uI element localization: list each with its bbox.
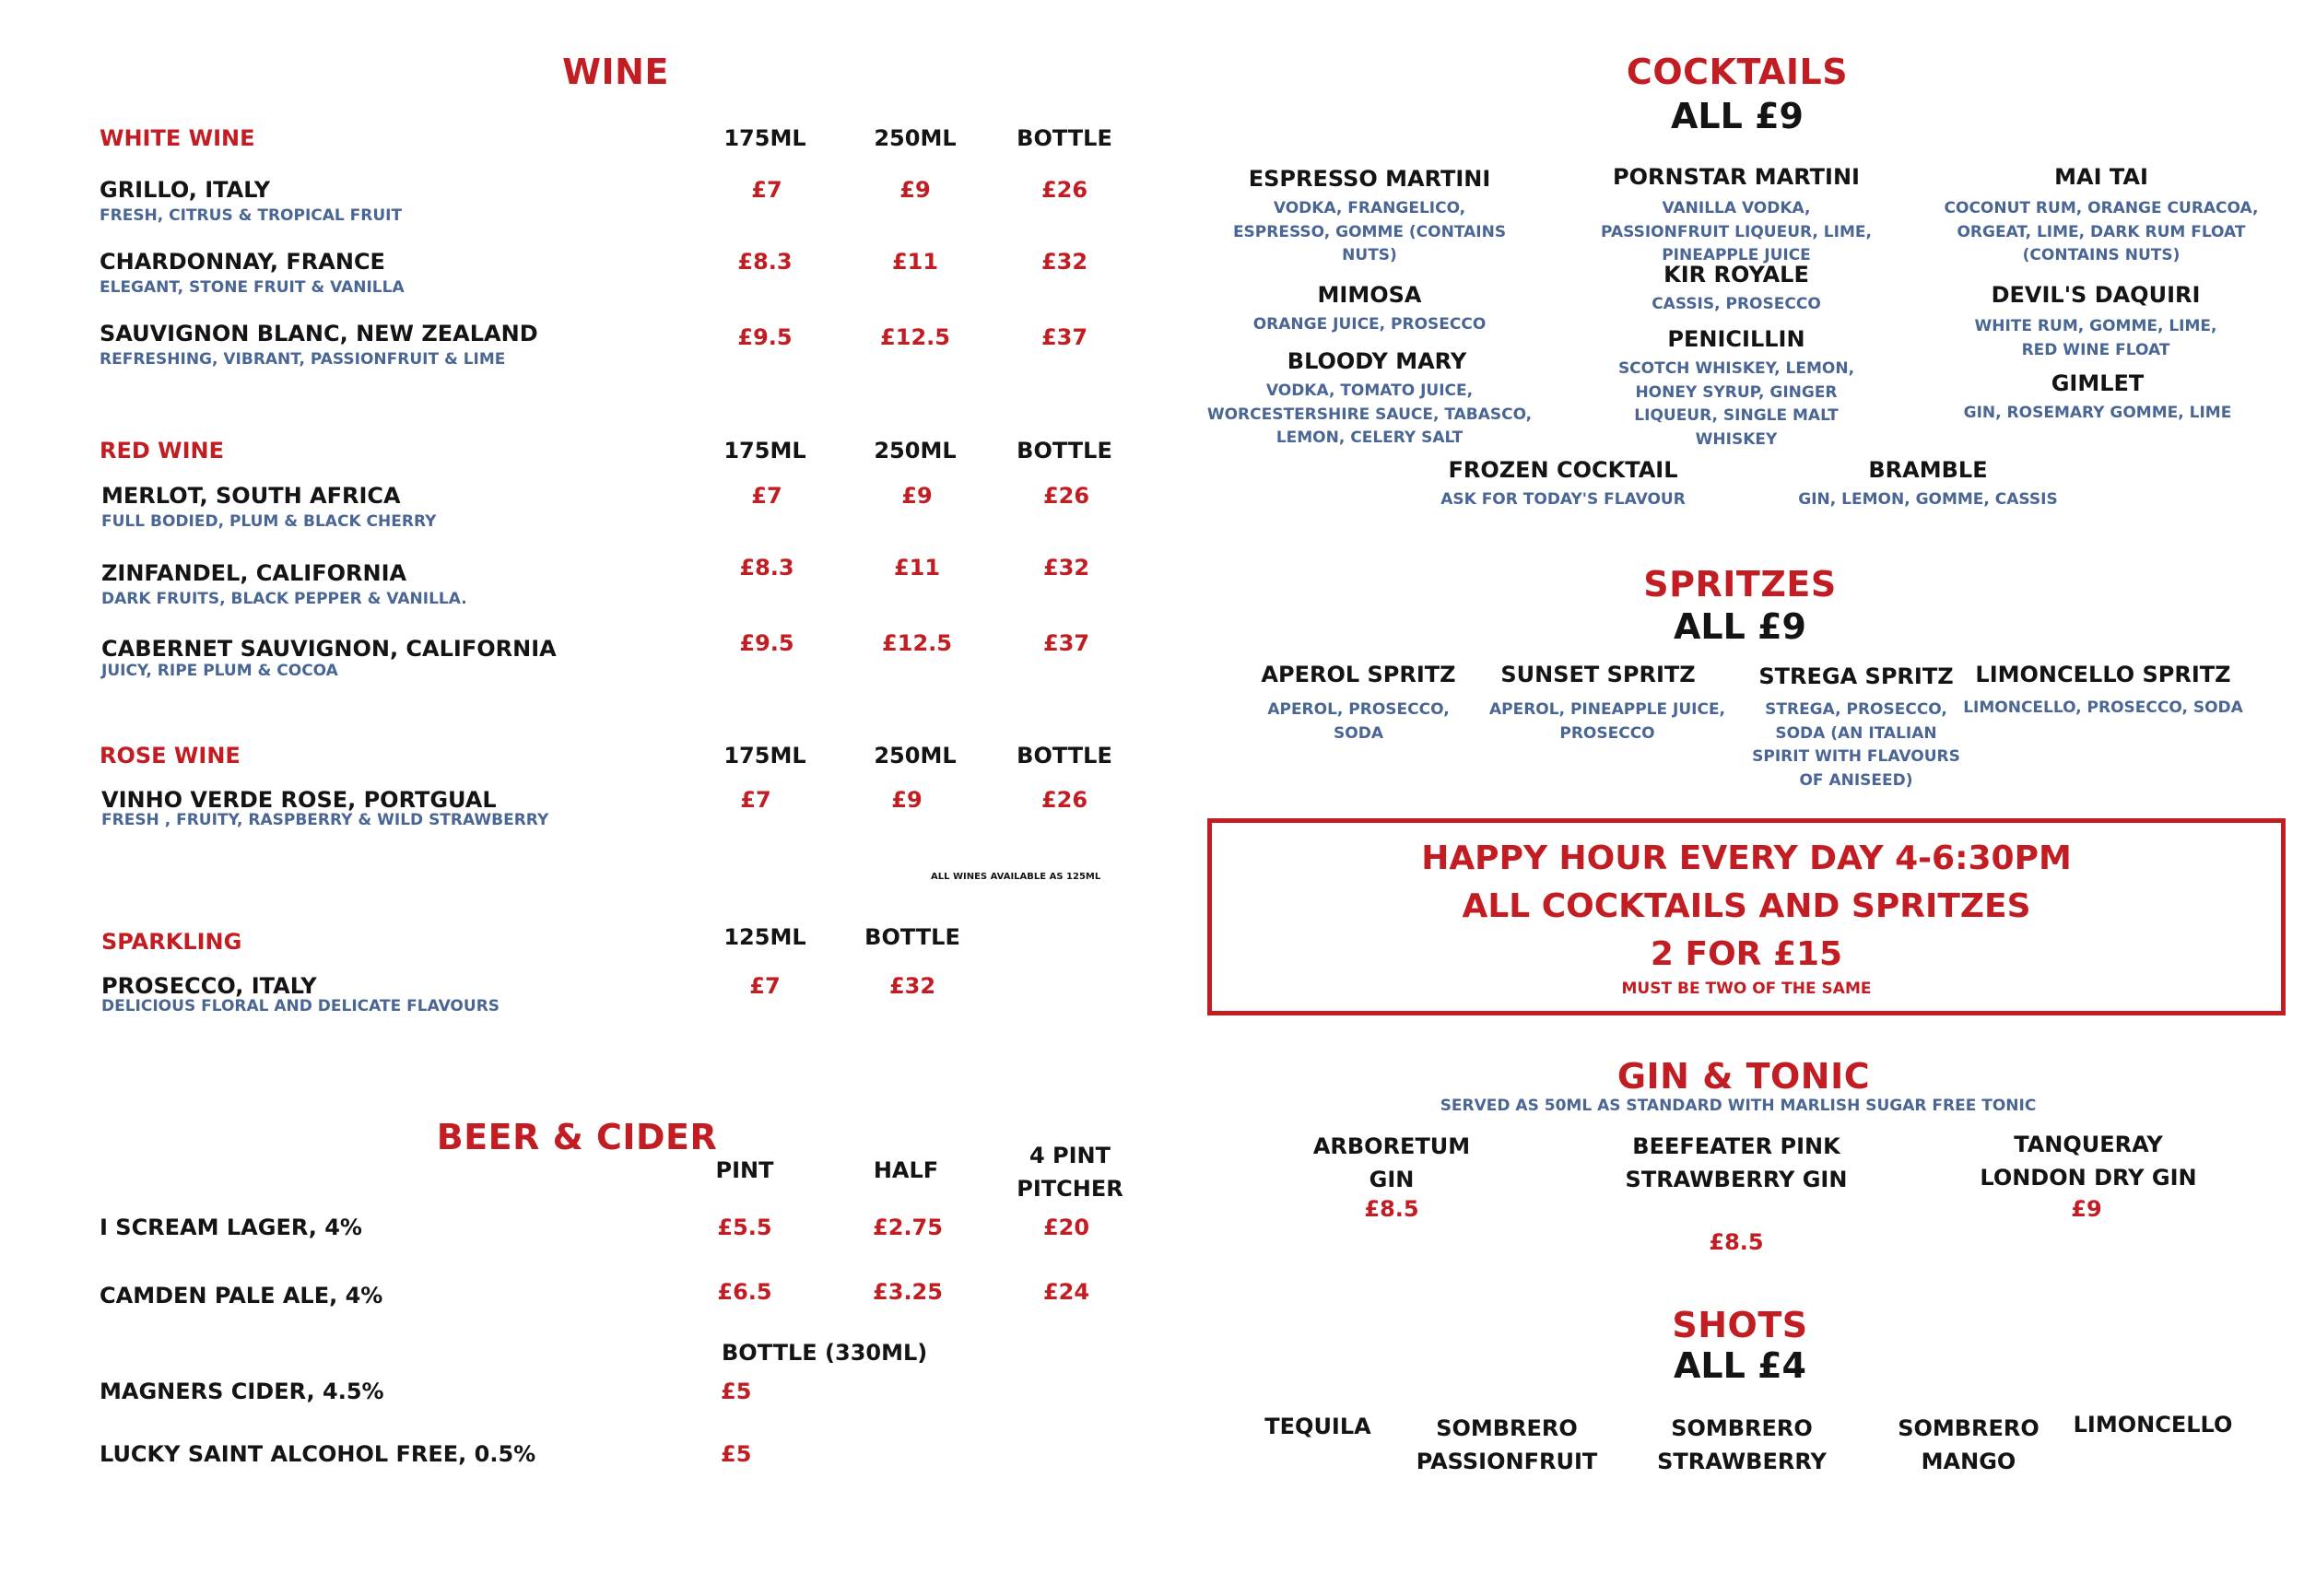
cocktail-desc: COCONUT RUM, ORANGE CURACOA, ORGEAT, LIME, DARK RUM FLOAT (CONTAINS NUTS)	[1944, 199, 2259, 264]
white-col-175: 175ML	[723, 125, 806, 151]
cocktail-name: KIR ROYALE	[1663, 262, 1809, 288]
cocktail-desc: VODKA, TOMATO JUICE, WORCESTERSHIRE SAUCE, TABASCO, LEMON, CELERY SALT	[1206, 381, 1533, 447]
gin-price: £9	[2071, 1196, 2102, 1222]
red-col-250: 250ML	[874, 438, 957, 464]
cocktail-desc: CASSIS, PROSECCO	[1652, 295, 1821, 313]
rose-col-bottle: BOTTLE	[1017, 743, 1112, 769]
wine-title: WINE	[562, 52, 669, 92]
wine-price: £37	[1040, 324, 1088, 350]
wine-price: £12.5	[880, 324, 950, 350]
wine-price: £9.5	[739, 630, 794, 656]
cocktails-subtitle: ALL £9	[1671, 96, 1804, 136]
gin-subtitle: SERVED AS 50ML AS STANDARD WITH MARLISH SUGAR FREE TONIC	[1440, 1097, 2037, 1115]
wine-price: £7	[751, 177, 782, 203]
beer-col-pint: PINT	[715, 1157, 774, 1183]
wine-price: £8.3	[737, 249, 793, 275]
beer-price: £2.75	[873, 1215, 943, 1240]
spritzes-title: SPRITZES	[1643, 564, 1837, 604]
gin-name: BEEFEATER PINK STRAWBERRY GIN	[1625, 1133, 1848, 1192]
cocktails-title: COCKTAILS	[1626, 52, 1849, 92]
happy-hour-line-3: 2 FOR £15	[1650, 935, 1843, 973]
spritz-name: APEROL SPRITZ	[1261, 662, 1456, 687]
white-col-bottle: BOTTLE	[1017, 125, 1112, 151]
wine-price: £37	[1042, 630, 1090, 656]
cocktail-desc: GIN, ROSEMARY GOMME, LIME	[1963, 404, 2232, 422]
wine-item-name: VINHO VERDE ROSE, PORTGUAL	[101, 787, 497, 813]
cocktail-desc: VANILLA VODKA, PASSIONFRUIT LIQUEUR, LIME, PINEAPPLE JUICE	[1601, 199, 1872, 264]
happy-hour-box	[1207, 818, 2286, 1015]
wine-item-desc: FULL BODIED, PLUM & BLACK CHERRY	[101, 512, 437, 531]
white-col-250: 250ML	[874, 125, 957, 151]
wine-item-name: SAUVIGNON BLANC, NEW ZEALAND	[100, 321, 538, 346]
gin-title: GIN & TONIC	[1616, 1056, 1871, 1097]
wine-item-name: CABERNET SAUVIGNON, CALIFORNIA	[101, 636, 557, 662]
gin-price: £8.5	[1364, 1196, 1419, 1222]
cocktail-desc: WHITE RUM, GOMME, LIME, RED WINE FLOAT	[1974, 317, 2217, 359]
cocktail-name: GIMLET	[2051, 370, 2145, 396]
wine-price: £12.5	[882, 630, 952, 656]
wine-item-desc: DARK FRUITS, BLACK PEPPER & VANILLA.	[101, 590, 467, 608]
shot-name: LIMONCELLO	[2073, 1412, 2233, 1438]
beer-price: £3.25	[873, 1279, 943, 1305]
wine-price: £26	[1042, 483, 1090, 509]
wine-price: £9	[899, 177, 931, 203]
wine-price: £9	[901, 483, 933, 509]
wine-item-desc: FRESH , FRUITY, RASPBERRY & WILD STRAWBERRY	[101, 811, 549, 829]
cocktail-desc: GIN, LEMON, GOMME, CASSIS	[1798, 490, 2058, 509]
sparkling-col-125: 125ML	[723, 924, 806, 950]
cocktail-desc: VODKA, FRANGELICO, ESPRESSO, GOMME (CONTAINS NUTS)	[1232, 199, 1507, 264]
beer-col-half: HALF	[873, 1157, 939, 1183]
wine-item-name: PROSECCO, ITALY	[101, 973, 317, 999]
wine-price: £32	[1040, 249, 1088, 275]
red-col-175: 175ML	[723, 438, 806, 464]
wine-price: £8.3	[739, 555, 794, 581]
cocktail-name: PENICILLIN	[1667, 326, 1805, 352]
spritz-desc: APEROL, PROSECCO, SODA	[1267, 700, 1450, 743]
red-col-bottle: BOTTLE	[1017, 438, 1112, 464]
shots-subtitle: ALL £4	[1674, 1345, 1806, 1386]
wine-item-desc: JUICY, RIPE PLUM & COCOA	[101, 662, 338, 680]
cocktail-name: BLOODY MARY	[1287, 348, 1467, 374]
cocktail-name: ESPRESSO MARTINI	[1248, 166, 1491, 192]
spritz-desc: LIMONCELLO, PROSECCO, SODA	[1963, 698, 2243, 717]
cocktail-name: FROZEN COCKTAIL	[1448, 457, 1678, 483]
cocktail-name: BRAMBLE	[1868, 457, 1988, 483]
cocktail-name: MIMOSA	[1317, 282, 1422, 308]
spritz-desc: STREGA, PROSECCO, SODA (AN ITALIAN SPIRIT WITH FLAVOURS OF ANISEED)	[1752, 700, 1960, 790]
beer-price: £5.5	[717, 1215, 772, 1240]
beer-price: £6.5	[717, 1279, 772, 1305]
wine-price: £11	[891, 249, 939, 275]
sparkling-heading: SPARKLING	[101, 929, 242, 955]
wine-price: £26	[1040, 787, 1088, 813]
gin-name: TANQUERAY LONDON DRY GIN	[1980, 1132, 2197, 1191]
wine-item-desc: REFRESHING, VIBRANT, PASSIONFRUIT & LIME	[100, 350, 506, 369]
beer-item-name: LUCKY SAINT ALCOHOL FREE, 0.5%	[100, 1441, 536, 1467]
wine-price: £9	[891, 787, 923, 813]
wine-price: £9.5	[737, 324, 793, 350]
cocktail-name: PORNSTAR MARTINI	[1613, 164, 1860, 190]
wine-price: £32	[888, 973, 936, 999]
happy-hour-note: MUST BE TWO OF THE SAME	[1621, 980, 1872, 998]
wine-item-name: ZINFANDEL, CALIFORNIA	[101, 560, 407, 586]
wine-item-desc: FRESH, CITRUS & TROPICAL FRUIT	[100, 206, 403, 225]
beer-col-pitcher: 4 PINT PITCHER	[1017, 1143, 1123, 1202]
wine-price: £32	[1042, 555, 1090, 581]
spritz-name: LIMONCELLO SPRITZ	[1975, 662, 2231, 687]
rose-wine-heading: ROSE WINE	[100, 743, 241, 769]
shot-name: SOMBRERO PASSIONFRUIT	[1416, 1415, 1598, 1474]
happy-hour-line-1: HAPPY HOUR EVERY DAY 4-6:30PM	[1421, 839, 2072, 877]
spritzes-subtitle: ALL £9	[1674, 606, 1806, 647]
beer-price: £5	[721, 1379, 752, 1404]
beer-item-name: MAGNERS CIDER, 4.5%	[100, 1379, 384, 1404]
rose-col-175: 175ML	[723, 743, 806, 769]
shot-name: SOMBRERO STRAWBERRY	[1657, 1415, 1827, 1474]
shots-title: SHOTS	[1672, 1305, 1808, 1345]
cocktail-name: DEVIL'S DAQUIRI	[1991, 282, 2201, 308]
wine-price: £7	[740, 787, 771, 813]
wine-price: £26	[1040, 177, 1088, 203]
shot-name: SOMBRERO MANGO	[1898, 1415, 2040, 1474]
cocktail-desc: SCOTCH WHISKEY, LEMON, HONEY SYRUP, GINGER LIQUEUR, SINGLE MALT WHISKEY	[1617, 359, 1855, 449]
shot-name: TEQUILA	[1264, 1414, 1371, 1439]
spritz-desc: APEROL, PINEAPPLE JUICE, PROSECCO	[1488, 700, 1726, 743]
beer-item-name: I SCREAM LAGER, 4%	[100, 1215, 362, 1240]
wine-item-desc: DELICIOUS FLORAL AND DELICATE FLAVOURS	[101, 997, 500, 1015]
cocktail-desc: ASK FOR TODAY'S FLAVOUR	[1440, 490, 1686, 509]
gin-name: ARBORETUM GIN	[1312, 1133, 1471, 1192]
gin-price: £8.5	[1709, 1229, 1764, 1255]
beer-bottle-heading: BOTTLE (330ML)	[722, 1340, 928, 1366]
wine-price: £11	[893, 555, 941, 581]
beer-item-name: CAMDEN PALE ALE, 4%	[100, 1283, 383, 1308]
wine-item-name: GRILLO, ITALY	[100, 177, 271, 203]
wine-item-name: MERLOT, SOUTH AFRICA	[101, 483, 401, 509]
sparkling-col-bottle: BOTTLE	[864, 924, 960, 950]
spritz-name: STREGA SPRITZ	[1758, 663, 1954, 689]
wine-note: ALL WINES AVAILABLE AS 125ML	[931, 872, 1101, 882]
red-wine-heading: RED WINE	[100, 438, 225, 464]
beer-price: £20	[1042, 1215, 1090, 1240]
beer-title: BEER & CIDER	[436, 1117, 718, 1157]
happy-hour-line-2: ALL COCKTAILS AND SPRITZES	[1462, 887, 2031, 925]
cocktail-name: MAI TAI	[2054, 164, 2148, 190]
white-wine-heading: WHITE WINE	[100, 125, 255, 151]
beer-price: £5	[721, 1441, 752, 1467]
wine-price: £7	[751, 483, 782, 509]
wine-price: £7	[749, 973, 781, 999]
cocktail-desc: ORANGE JUICE, PROSECCO	[1252, 315, 1487, 334]
rose-col-250: 250ML	[874, 743, 957, 769]
beer-price: £24	[1042, 1279, 1090, 1305]
wine-item-name: CHARDONNAY, FRANCE	[100, 249, 385, 275]
wine-item-desc: ELEGANT, STONE FRUIT & VANILLA	[100, 278, 405, 297]
spritz-name: SUNSET SPRITZ	[1500, 662, 1696, 687]
